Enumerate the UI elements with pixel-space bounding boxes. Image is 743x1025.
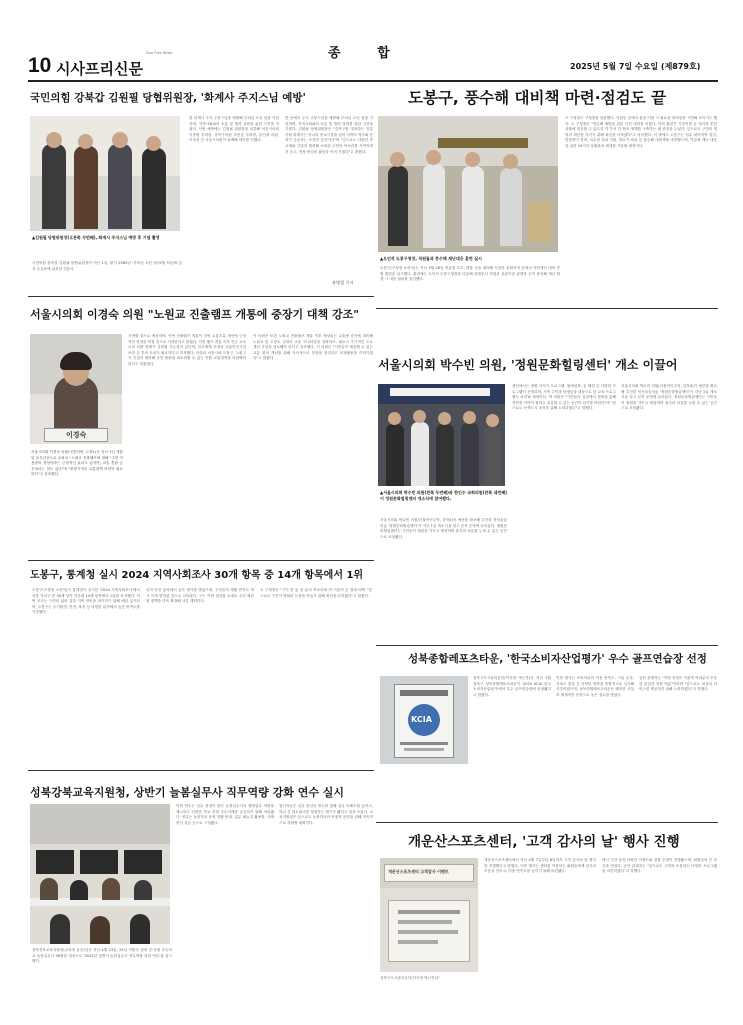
article-7-body-1: 이번 연수는 실무 경험이 많은 늘봄실무사의 행정업무 역량을 제고하고 다양한 학교 현장 우수사례를 공유하기 위해 마련됐다. 연수는 늘봄학교 운영 현황 안내, 업무 매뉴얼 활용법, 사례 중심 실습 등으로 구성됐다. [176,804,274,825]
article-1-headline: 국민의힘 강북갑 김원필 당협위원장, '화계사 주지스님 예방' [30,92,306,104]
divider-6 [376,822,718,823]
divider-5 [28,770,374,771]
date-line: 2025년 5월 7일 수요일 (제879호) [570,62,701,71]
article-5-body-2: 특히 안전 분야에서 높은 평가를 받았으며, 주민들의 생활 만족도 역시 크게 향상된 것으로 나타났다. 구는 이번 결과를 토대로 주민 체감형 정책을 더욱 확대해 나갈 계획이다. [146,588,254,604]
article-7-headline: 성북강북교육지원청, 상반기 늘봄실무사 직무역량 강화 연수 실시 [30,786,345,799]
article-4-body-1: 서울시의회 박수빈 의원(더불어민주당, 강북4)이 예산을 확보해 추진한 북서울꿈의숲 '정원문화힐링센터'가 지난 1일 개소식을 열고 본격 운영에 들어갔다. 정원문화힐링센터는 시민들이 정원을 가꾸고 체험하며 휴식과 치유를 누릴 수 있는 공간으로 조성됐다. [380,518,507,539]
article-8-caption: 성북구도시관리공단(이사장 박근종)은 [380,976,440,980]
article-8-banner-text: 개운산스포츠센터 고객감사 이벤트 [388,869,449,874]
article-4-headline: 서울시의회 박수빈 의원, '정원문화힐링센터' 개소 이끌어 [378,358,678,372]
article-2-headline: 도봉구, 풍수해 대비책 마련·점검도 끝 [408,89,666,107]
article-6-photo [380,676,468,764]
article-1-body-2: 찰 화계사 주지 주봉스님을 예방해 부처님 오신 날을 기념하며, 지역사회와의 소통 및 협력 강화를 위한 시간을 가졌다. 이번 예방에는 김원필 위원장을 비롯해 서울시의원 이종환 부의장, 강북구의원 조용상 부의장, 유인애 의원, 이상선 전 서울시의원이 함께해 의미를 더했다. [189,116,279,143]
article-4-body-3: 서울시의회 박수빈 의원(더불어민주당, 강북4)이 예산을 확보해 추진한 북서울꿈의숲 '정원문화힐링센터'가 지난 1일 개소식을 열고 본격 운영에 들어갔다. 정원문화힐링센터는 시민들이 정원을 가꾸고 체험하며 휴식과 치유를 누릴 수 있는 공간으로 조성됐다. [621,384,717,411]
article-7-photo [30,804,170,944]
masthead [28,42,718,82]
article-5-body-1: 도봉구(구청장 오언석)가 통계청이 실시한 '2024 지역사회조사'에서 서울 자치구 중 30개 항목 가운데 14개 항목에서 1위를 차지했다. 이번 조사는 구민의 삶의 질과 지역 현안을 파악하기 위해 매년 실시되며, 도봉구는 주거환경, 안전, 복지 등 다양한 분야에서 높은 만족도를 기록했다. [32,588,140,615]
article-1-body-3: 방 동에서 주지 주봉스님을 예방해 부처님 오신 날을 기념하며, 지역사회와의 소통 및 협력 강화를 위한 시간을 가졌다. 김원필 당협위원장은 "강북구를 대표하는 전통사찰 화계사는 하나의 종교시설을 넘어 지역의 역사와 문화가 공존하는 소중한 공간이다"며 "앞으로도 다양한 종교계와 긴밀히 협력해 소외된 주민의 목소리를 가까이에서 듣고, 현장 중심의 활동을 이어 가겠다"고 밝혔다. [285,116,373,154]
article-2-body-1: 도봉구(구청장 오언석)는 지난 4월 28일 여름철 호우, 태풍 등을 대비해 도봉한 문화지역 앞에서 자연재난 대비 종합 훈련을 실시했다. 훈련에는 오언석 도봉구청장을 비롯해 관계부서 직원과 유관기관 관계자 등이 참석해 재난 발생 시 대응 절차를 점검했다. [380,266,560,282]
article-5-headline: 도봉구, 통계청 실시 2024 지역사회조사 30개 항목 중 14개 항목에서 1위 [30,570,364,581]
article-3-body-2: 이 의원은 또한 노원교 진출램프 개통 이후 예상되는 교통량 증가에 대비해 노원교 및 도봉로 일대의 교통 모니터링을 강화하고, 필요시 추가적인 도로 개선 사업을 검토해야 한다고 강조했다. 이 의원은 "시민들이 체감할 수 있는 교통 편의 개선을 위해 지속적으로 현장을 점검하고 의정활동을 이어가겠다"고 밝혔다. [253,334,373,361]
article-6-caption: 성북구도시관리공단(이사장 박근종)은 지난 2월 성북구 성북종합레포츠타운이 '2025 KCIA 한국소비자산업평가'에서 우수 골프연습장에 선정됐다고 밝혔다. [473,676,551,697]
page-number: 10 [28,54,52,77]
article-1-byline: 유병철 기자 [332,280,354,285]
article-7-caption: 성북강북교육지원청(교육장 윤승인)은 지난 4월 23일, 24일 이틀간 관내 공·사립 초등학교 늘봄실무사 36명을 대상으로 '2025년 상반기 늘봄실무사 직무역량 강화 연수'를 실시했다. [32,948,172,964]
article-4-body-2: 센터에서는 정원 가꾸기 프로그램, 원예치료, 숲 해설 등 다양한 프로그램이 운영되며, 지역 주민과 학생들을 대상으로 한 교육 프로그램도 마련될 예정이다. 박 의원은 "시민들이 일상에서 정원을 통해 자연을 가까이 접하고 치유할 수 있는 공간이 되기를 바란다"며 "앞으로도 녹색도시 조성을 위해 노력하겠다"고 말했다. [512,384,616,411]
article-1-caption: ▲김원필 당협위원장(오른쪽 두번째), 화계사 주지스님 예방 후 기념 촬영 [32,235,160,240]
article-3-nameplate: 이경숙 [66,431,87,439]
article-6-body-1: 이번 평가는 소비자들의 이용 만족도, 시설 수준, 서비스 품질 등 다양한 항목을 종합적으로 심사해 이루어졌으며, 성북종합레포츠타운은 쾌적한 시설과 체계적인 운영으로 높은 점수를 받았다. [556,676,634,697]
article-3-headline: 서울시의회 이경숙 의원 "노원교 진출램프 개통에 중장기 대책 강조" [30,308,359,321]
article-1-photo [30,116,180,231]
article-5-body-3: 오 구청장은 "구민 한 분 한 분의 목소리에 귀 기울여 온 결과"라며 "앞으로도 구민이 행복한 도봉을 만들기 위해 최선을 다하겠다"고 밝혔다. [260,588,372,598]
article-8-body-1: 개운산스포츠센터에서 지난 4월 7일부터 8일까지 고객 감사의 날 행사를 진행했다고 밝혔다. 이번 행사는 센터를 이용하는 회원들에게 감사의 마음을 전하고, 이용 만족도를 높이기 위해 마련됐다. [484,858,596,874]
article-8-body-2: 행사 기간 동안 다양한 이벤트와 경품 추첨이 진행됐으며, 회원들의 큰 호응을 얻었다. 공단 관계자는 "앞으로도 고객과 소통하는 다양한 프로그램을 마련하겠다"고 말했다. [602,858,717,874]
section-title: 종 합 [328,46,406,61]
article-6-kcia-label: KCIA [411,715,432,724]
paper-logo-small: Sisa Free News [146,51,173,55]
article-8-photo [380,858,478,972]
article-4-caption: ▲서울시의회 박수빈 의원(왼쪽 두번째)와 한인수 국회의원(왼쪽 네번째)이 정원문화힐링센터 개소식에 참여했다. [380,490,507,501]
divider-4 [376,645,718,646]
article-1-body-1: 국민의힘 강북갑 김원필 당협위원장이 지난 1일, 불기 2569년 '부처님 오신 날'(5월 5일)에 앞서 수유동에 위치한 전통사 [32,261,182,271]
divider-2 [376,308,718,309]
article-6-headline: 성북종합레포츠타운, '한국소비자산업평가' 우수 골프연습장 선정 [408,653,707,665]
article-3-photo [30,334,122,444]
article-2-body-2: 오 구청장도 구청장을 참관했다. 직원들 앞에서 물을 이용 시 필요한 대처법을 시연해 보이기도 했다. 오 구청장은 "풍수해 예방을 위한 사전 대비를 마쳤다. 이번 훈련은 기상이변 등 예기치 못한 상황에 대응할 수 있도록 각 부서 간 협조 체계를 구축하는 데 중점을 두었다. 앞으로도 구민의 생명과 재산을 지키기 위해 최선을 다하겠다"고 당부했다. 이 밖에도 도봉구는 침수 취약지역 점검, 빗물받이 정비, 차수판 설치 지원, 양수기 비치 등 풍수해 대비책을 마련했으며, 여름철 재난 대응을 위한 24시간 상황관리 체계를 가동할 예정이다. [565,116,717,148]
article-8-headline: 개운산스포츠센터, '고객 감사의 날' 행사 진행 [408,834,680,850]
masthead-rule [28,80,718,82]
article-2-photo [378,116,558,252]
article-6-body-2: 공단 관계자는 "이번 선정은 이용객 여러분의 꾸준한 관심과 성원 덕분"이라며 "앞으로도 최상의 서비스를 제공하기 위해 노력하겠다"고 말했다. [639,676,717,692]
article-3-caption: 서울시의회 이경숙 의원(국민의힘, 도봉1)은 지난 1일 개통된 동부간선도로 수락교~노원교 진출램프에 대해 "주민 이용편의 향상이라는 긍정적인 효과도 있지만, 교통 혼잡 등 우려되는 점도 있다"며 "중장기적인 교통대책 마련이 필요하다"고 강조했다. [31,450,123,477]
article-2-caption: ▲오언석 도봉구청장, 직원들과 풍수해 재난대응 훈련 실시 [380,256,482,261]
paper-name: 시사프리신문 [56,60,143,78]
divider-3 [28,560,374,561]
article-3-body-1: 기여할 것으로 예상하며, 이번 진출램프 개통이 지역 교통흐름 개선에 긍정적인 영향을 미칠 것으로 기대한다고 밝혔다. 다만 램프 개통 이후 인근 교차로의 차량 정체가 심화될 가능성이 있다며, 신호체계 조정과 교통안전시설 보강 등 후속 조치가 필요하다고 지적했다. 아울러 서울시와 도봉구, 노원구가 긴밀히 협력해 주민 불편을 최소화할 수 있는 종합 교통대책을 마련해야 한다고 덧붙였다. [128,334,246,366]
divider-1 [28,296,374,297]
article-4-photo [378,384,505,486]
article-7-body-2: 참가자들은 실무 중심의 연수를 통해 업무 이해도를 높이고, 학교 간 네트워크를 형성하는 계기가 됐다고 입을 모았다. 교육지원청은 앞으로도 늘봄학교의 안정적 운영을 위해 지속적으로 지원할 계획이다. [279,804,373,825]
